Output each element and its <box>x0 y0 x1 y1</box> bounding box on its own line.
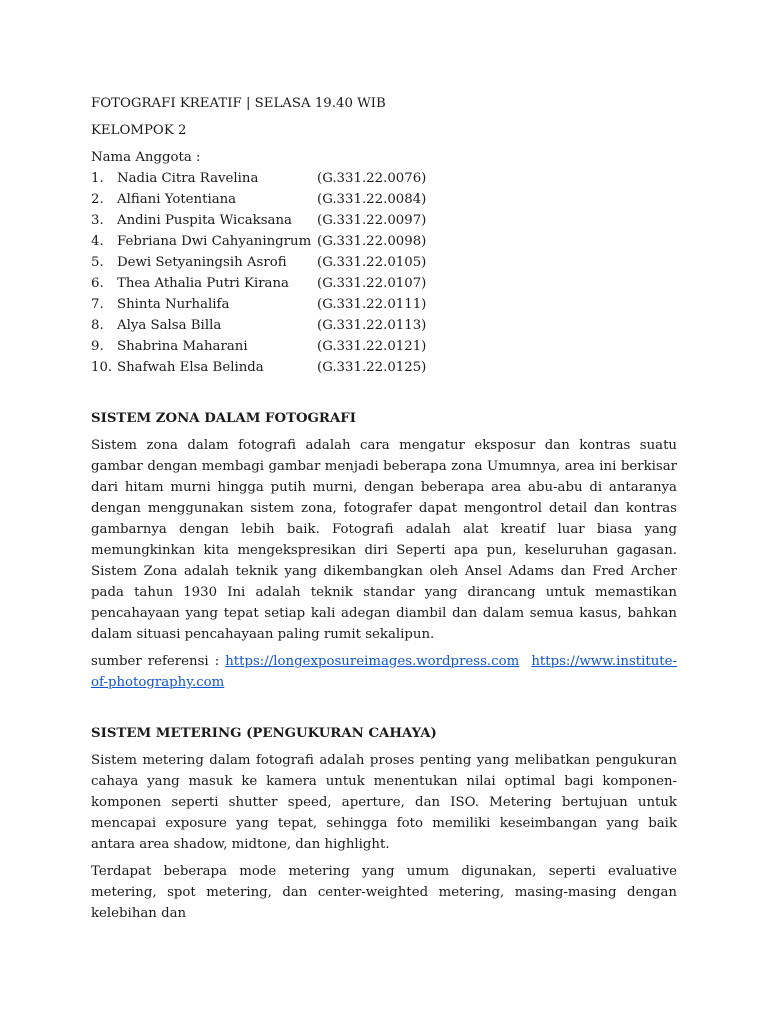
member-item <box>91 357 677 378</box>
member-id: (G.331.22.0098) <box>317 234 427 249</box>
member-name: Alya Salsa Billa <box>117 318 222 333</box>
member-number: 4. <box>91 234 104 249</box>
member-id: (G.331.22.0107) <box>317 276 427 291</box>
member-item <box>91 273 677 294</box>
reference-line <box>91 651 677 693</box>
member-name: Shafwah Elsa Belinda <box>117 360 264 375</box>
member-number: 9. <box>91 339 104 354</box>
course-title: FOTOGRAFI KREATIF | SELASA 19.40 WIB <box>91 96 386 111</box>
section-title: SISTEM ZONA DALAM FOTOGRAFI <box>91 411 356 426</box>
member-name: Andini Puspita Wicaksana <box>117 213 292 228</box>
section-metering <box>91 723 677 924</box>
member-item <box>91 210 677 231</box>
member-name: Nadia Citra Ravelina <box>117 171 259 186</box>
section-paragraph: Sistem metering dalam fotografi adalah proses penting yang melibatkan pengukuran cahaya yang masuk ke kamera untuk menentukan nilai optimal bagi komponen-komponen seperti shutter speed, aperture, dan ISO. Metering bertujuan untuk mencapai exposure yang tepat, sehingga foto memiliki keseimbangan yang baik antara area shadow, midtone, dan highlight. <box>91 753 677 852</box>
members-list <box>91 168 677 378</box>
member-id: (G.331.22.0111) <box>317 297 427 312</box>
member-name: Febriana Dwi Cahyaningrum <box>117 234 312 249</box>
member-number: 7. <box>91 297 104 312</box>
member-item <box>91 336 677 357</box>
member-item <box>91 189 677 210</box>
member-name: Alfiani Yotentiana <box>117 192 237 207</box>
member-number: 1. <box>91 171 104 186</box>
reference-link-longexposure[interactable]: https://longexposureimages.wordpress.com <box>225 654 520 669</box>
member-id: (G.331.22.0125) <box>317 360 427 375</box>
member-id: (G.331.22.0097) <box>317 213 427 228</box>
section-zone-system <box>91 408 677 693</box>
member-name: Dewi Setyaningsih Asrofi <box>117 255 287 270</box>
member-id: (G.331.22.0076) <box>317 171 427 186</box>
member-id: (G.331.22.0084) <box>317 192 427 207</box>
document-content <box>91 93 677 924</box>
member-number: 3. <box>91 213 104 228</box>
section-paragraph: Terdapat beberapa mode metering yang umum digunakan, seperti evaluative metering, spot metering, dan center-weighted metering, masing-masing dengan kelebihan dan <box>91 864 677 921</box>
group-title: KELOMPOK 2 <box>91 123 187 138</box>
member-item <box>91 252 677 273</box>
member-number: 8. <box>91 318 104 333</box>
member-item <box>91 315 677 336</box>
member-item <box>91 231 677 252</box>
member-id: (G.331.22.0105) <box>317 255 427 270</box>
member-item <box>91 168 677 189</box>
reference-label: sumber referensi : <box>91 654 226 669</box>
members-label: Nama Anggota : <box>91 150 201 165</box>
member-item <box>91 294 677 315</box>
member-name: Thea Athalia Putri Kirana <box>117 276 289 291</box>
section-title: SISTEM METERING (PENGUKURAN CAHAYA) <box>91 726 437 741</box>
member-number: 10. <box>91 360 113 375</box>
member-number: 5. <box>91 255 104 270</box>
member-name: Shabrina Maharani <box>117 339 248 354</box>
member-id: (G.331.22.0113) <box>317 318 427 333</box>
member-id: (G.331.22.0121) <box>317 339 427 354</box>
member-name: Shinta Nurhalifa <box>117 297 230 312</box>
member-number: 6. <box>91 276 104 291</box>
reference-link-institute[interactable]: https://www.institute-of-photography.com <box>91 654 677 690</box>
member-number: 2. <box>91 192 104 207</box>
section-body: Sistem zona dalam fotografi adalah cara mengatur eksposur dan kontras suatu gambar dengan membagi gambar menjadi beberapa zona Umumnya, area ini berkisar dari hitam murni hingga putih murni, dengan beberapa area abu-abu di antaranya dengan menggunakan sistem zona, fotografer dapat mengontrol detail dan kontras gambarnya dengan lebih baik. Fotografi adalah alat kreatif luar biasa yang memungkinkan kita mengekspresikan diri Seperti apa pun, keseluruhan gagasan. Sistem Zona adalah teknik yang dikembangkan oleh Ansel Adams dan Fred Archer pada tahun 1930 Ini adalah teknik standar yang dirancang untuk memastikan pencahayaan yang tepat setiap kali adegan diambil dan dalam semua kasus, bahkan dalam situasi pencahayaan paling rumit sekalipun. <box>91 438 677 642</box>
